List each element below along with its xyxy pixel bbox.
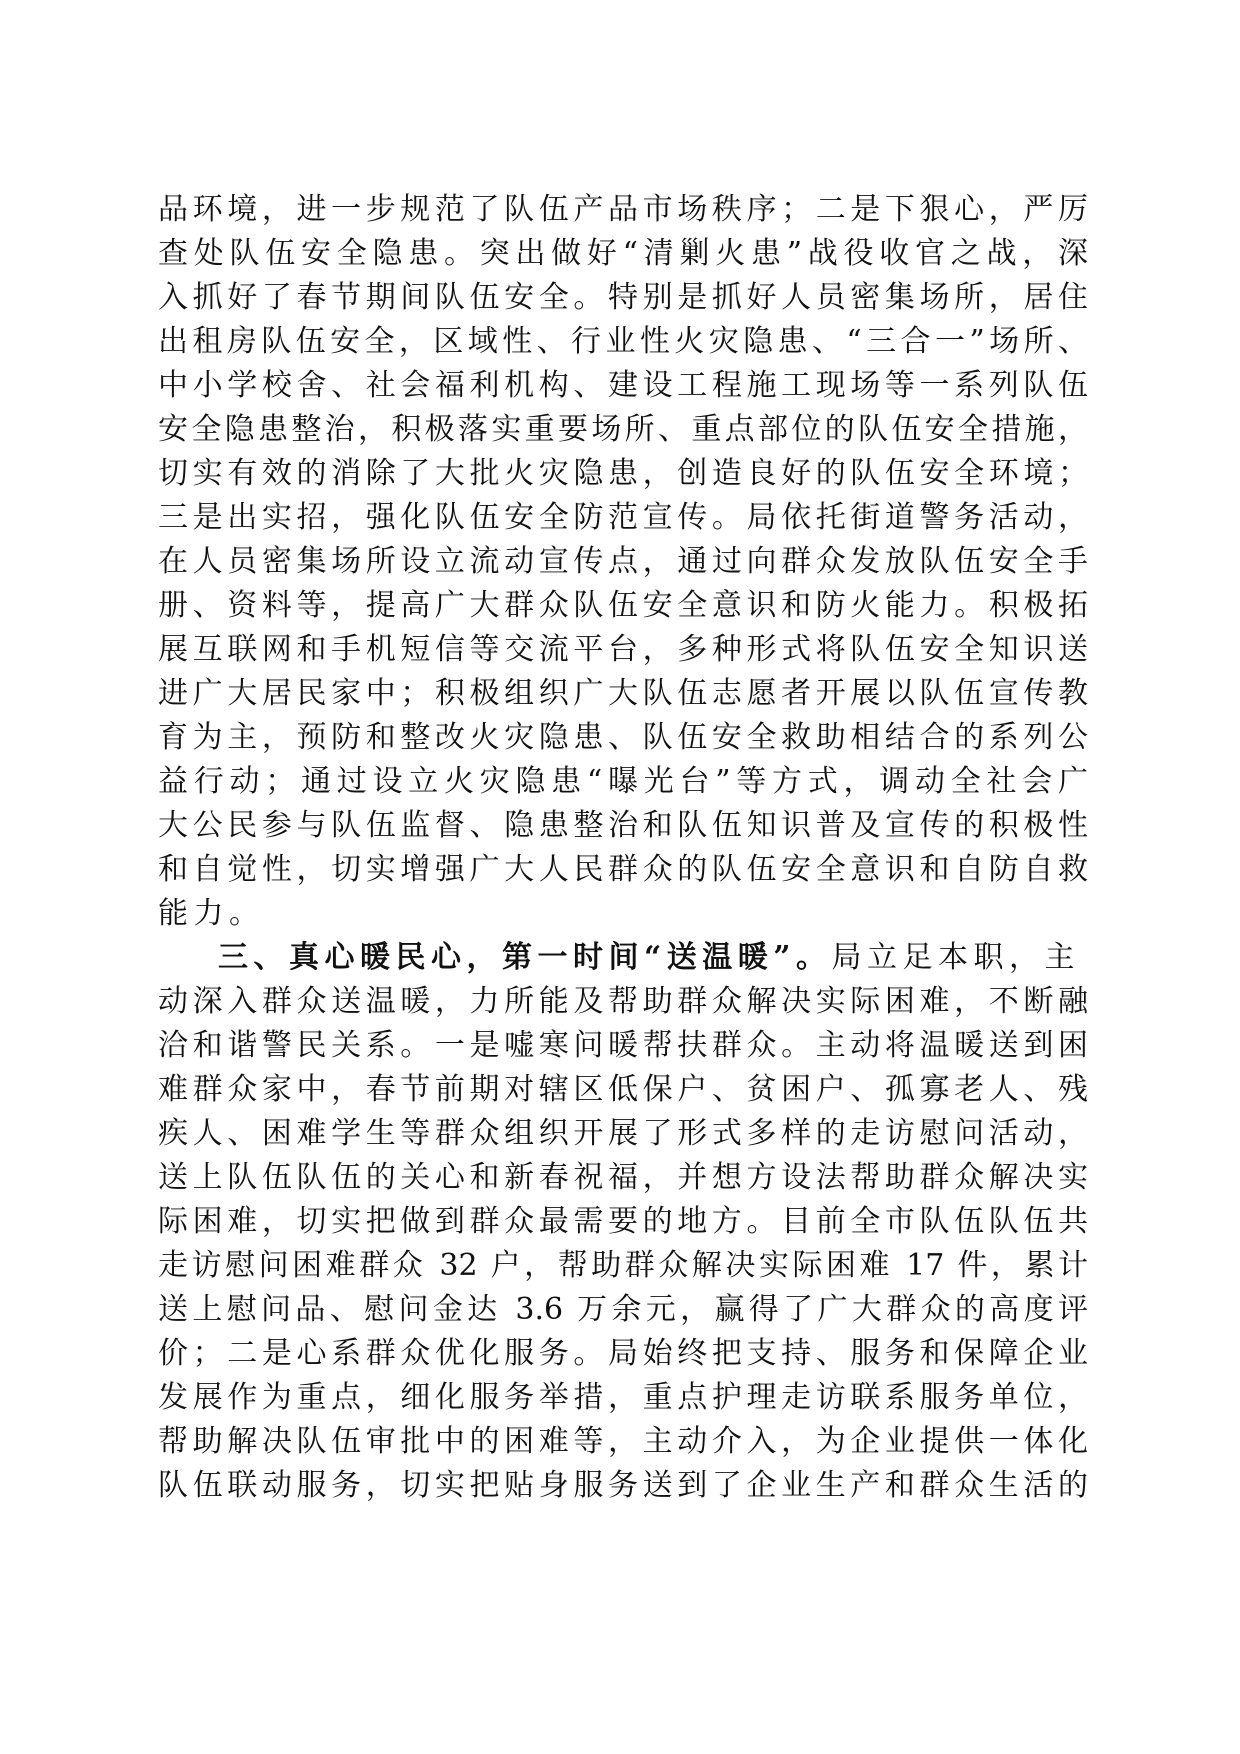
text-line: 价；二是心系群众优化服务。局始终把支持、服务和保障企业 [158, 1336, 1088, 1371]
text-line: 出租房队伍安全，区域性、行业性火灾隐患、“三合一”场所、 [158, 324, 1088, 359]
heading-line-rest: 局立足本职，主 [831, 940, 1081, 975]
text-line: 送上慰问品、慰问金达 3.6 万余元，赢得了广大群众的高度评 [158, 1292, 1088, 1327]
section-heading: 三、真心暖民心，第一时间“送温暖”。 [218, 940, 832, 975]
text-line: 三是出实招，强化队伍安全防范宣传。局依托街道警务活动， [158, 500, 1088, 535]
text-line: 安全隐患整治，积极落实重要场所、重点部位的队伍安全措施， [158, 412, 1088, 447]
text-line: 育为主，预防和整改火灾隐患、队伍安全救助相结合的系列公 [158, 720, 1088, 755]
text-line: 中小学校舍、社会福利机构、建设工程施工现场等一系列队伍 [158, 368, 1088, 403]
text-line: 切实有效的消除了大批火灾隐患，创造良好的队伍安全环境； [158, 456, 1088, 491]
text-line: 能力。 [158, 896, 265, 931]
text-line: 进广大居民家中；积极组织广大队伍志愿者开展以队伍宣传教 [158, 676, 1088, 711]
text-line: 和自觉性，切实增强广大人民群众的队伍安全意识和自防自救 [158, 852, 1088, 887]
text-line: 队伍联动服务，切实把贴身服务送到了企业生产和群众生活的 [158, 1468, 1088, 1503]
text-line: 洽和谐警民关系。一是嘘寒问暖帮扶群众。主动将温暖送到困 [158, 1028, 1088, 1063]
text-line: 在人员密集场所设立流动宣传点，通过向群众发放队伍安全手 [158, 544, 1088, 579]
text-line: 走访慰问困难群众 32 户，帮助群众解决实际困难 17 件，累计 [158, 1248, 1088, 1283]
text-line: 送上队伍队伍的关心和新春祝福，并想方设法帮助群众解决实 [158, 1160, 1088, 1195]
text-line: 册、资料等，提高广大群众队伍安全意识和防火能力。积极拓 [158, 588, 1088, 623]
text-line: 疾人、困难学生等群众组织开展了形式多样的走访慰问活动， [158, 1116, 1088, 1151]
text-line: 帮助解决队伍审批中的困难等，主动介入，为企业提供一体化 [158, 1424, 1088, 1459]
section-heading-line [158, 936, 1088, 980]
text-line: 益行动；通过设立火灾隐患“曝光台”等方式，调动全社会广 [158, 764, 1088, 799]
text-line: 发展作为重点，细化服务举措，重点护理走访联系服务单位， [158, 1380, 1088, 1415]
text-line: 品环境，进一步规范了队伍产品市场秩序；二是下狠心，严厉 [158, 192, 1088, 227]
body-text [158, 188, 1088, 1508]
text-line: 大公民参与队伍监督、隐患整治和队伍知识普及宣传的积极性 [158, 808, 1088, 843]
text-line: 动深入群众送温暖，力所能及帮助群众解决实际困难，不断融 [158, 984, 1088, 1019]
text-line: 际困难，切实把做到群众最需要的地方。目前全市队伍队伍共 [158, 1204, 1088, 1239]
text-line: 展互联网和手机短信等交流平台，多种形式将队伍安全知识送 [158, 632, 1088, 667]
text-line: 入抓好了春节期间队伍安全。特别是抓好人员密集场所，居住 [158, 280, 1088, 315]
text-line: 难群众家中，春节前期对辖区低保户、贫困户、孤寡老人、残 [158, 1072, 1088, 1107]
text-line: 查处队伍安全隐患。突出做好“清剿火患”战役收官之战，深 [158, 236, 1088, 271]
